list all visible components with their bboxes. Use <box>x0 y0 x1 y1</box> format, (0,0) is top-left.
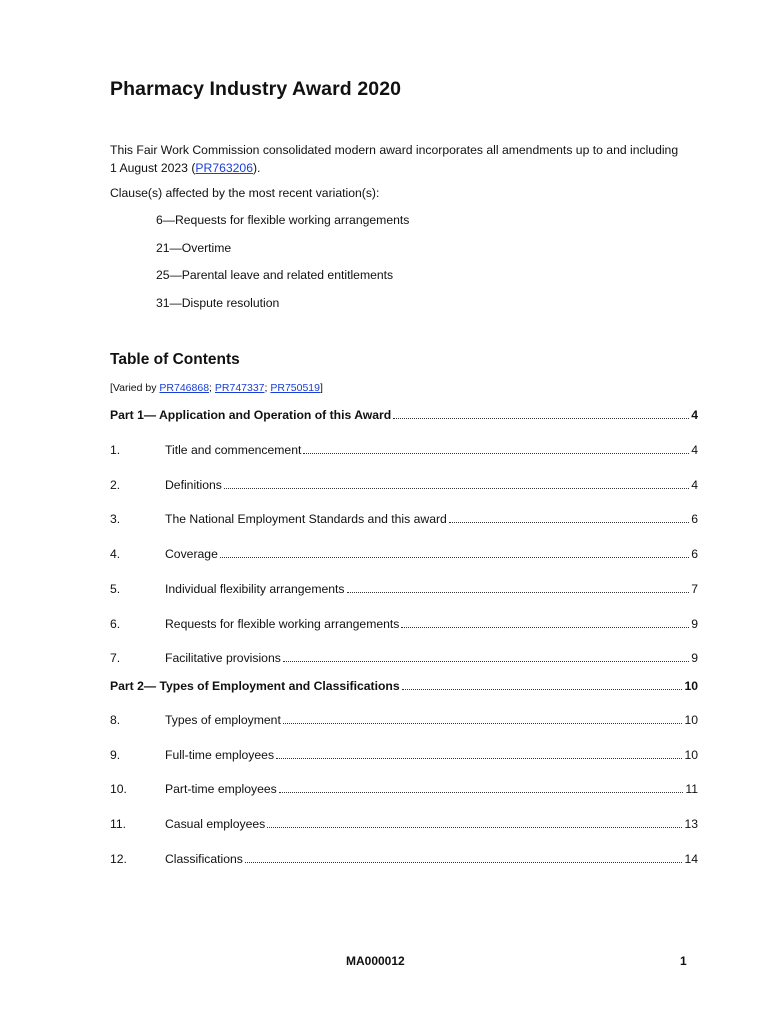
toc-entry-title: Individual flexibility arrangements <box>165 582 345 596</box>
toc-entry-title: Casual employees <box>165 817 266 831</box>
toc-heading: Table of Contents <box>110 351 240 368</box>
toc-entry[interactable] <box>110 748 698 762</box>
toc-leader-dots <box>283 651 689 662</box>
toc-leader-dots <box>401 617 689 628</box>
toc-leader-dots <box>347 582 690 593</box>
toc-leader-dots <box>267 817 682 828</box>
varied-separator: ; <box>264 382 271 394</box>
toc-entry[interactable] <box>110 651 698 665</box>
toc-leader-dots <box>276 748 682 759</box>
toc-leader-dots <box>279 782 684 793</box>
toc-entry[interactable] <box>110 782 698 796</box>
toc-page-number: 13 <box>684 817 698 831</box>
footer-award-code: MA000012 <box>346 954 405 968</box>
toc-entry-number: 8. <box>110 713 121 727</box>
toc-page-number: 10 <box>684 748 698 762</box>
toc-page-number: 9 <box>691 617 698 631</box>
varied-by-note <box>110 382 323 394</box>
toc-entry[interactable] <box>110 852 698 866</box>
toc-entry-number: 3. <box>110 512 121 526</box>
toc-entry-title: Requests for flexible working arrangements <box>165 617 400 631</box>
toc-entry-number: 10. <box>110 782 127 796</box>
toc-entry[interactable] <box>110 478 698 492</box>
toc-part-1[interactable] <box>110 408 698 422</box>
toc-entry[interactable] <box>110 443 698 457</box>
clause-item: 21—Overtime <box>156 241 232 255</box>
toc-page-number: 6 <box>691 512 698 526</box>
toc-entry-number: 5. <box>110 582 121 596</box>
toc-leader-dots <box>245 852 683 863</box>
toc-entry-title: Title and commencement <box>165 443 302 457</box>
clause-item: 31—Dispute resolution <box>156 296 280 310</box>
toc-leader-dots <box>283 713 683 724</box>
varied-separator: ; <box>209 382 215 394</box>
intro-pr-link[interactable]: PR763206 <box>195 161 253 175</box>
toc-page-number: 11 <box>685 782 698 796</box>
toc-leader-dots <box>393 408 689 419</box>
toc-entry-number: 4. <box>110 547 121 561</box>
toc-page-number: 9 <box>691 651 698 665</box>
toc-part-title: Part 2— Types of Employment and Classifications <box>110 679 400 693</box>
toc-entry[interactable] <box>110 617 698 631</box>
varied-suffix: ] <box>319 382 323 394</box>
toc-page-number: 4 <box>691 478 698 492</box>
toc-entry-title: Facilitative provisions <box>165 651 281 665</box>
toc-entry[interactable] <box>110 817 698 831</box>
toc-entry-title: Coverage <box>165 547 218 561</box>
toc-entry[interactable] <box>110 713 698 727</box>
toc-entry-number: 1. <box>110 443 121 457</box>
document-title: Pharmacy Industry Award 2020 <box>110 78 402 100</box>
footer-page-number: 1 <box>680 954 687 968</box>
toc-entry-title: The National Employment Standards and this award <box>165 512 447 526</box>
toc-entry-title: Classifications <box>165 852 243 866</box>
intro-paragraph <box>110 141 680 177</box>
toc-entry-title: Definitions <box>165 478 222 492</box>
toc-leader-dots <box>220 547 689 558</box>
varied-prefix: [Varied by <box>110 382 160 394</box>
toc-page-number: 7 <box>691 582 698 596</box>
toc-page-number: 10 <box>684 713 698 727</box>
toc-page-number: 10 <box>684 679 698 693</box>
toc-part-2[interactable] <box>110 679 698 693</box>
toc-leader-dots <box>402 679 683 690</box>
toc-page-number: 4 <box>691 443 698 457</box>
toc-entry-number: 7. <box>110 651 121 665</box>
toc-part-title: Part 1— Application and Operation of this Award <box>110 408 392 422</box>
toc-leader-dots <box>303 443 689 454</box>
clause-item: 6—Requests for flexible working arrangements <box>156 213 410 227</box>
toc-leader-dots <box>224 478 689 489</box>
toc-entry[interactable] <box>110 547 698 561</box>
toc-entry-number: 11. <box>110 817 127 831</box>
toc-page-number: 4 <box>691 408 698 422</box>
varied-link-1[interactable]: PR746868 <box>159 382 210 394</box>
toc-entry-number: 6. <box>110 617 121 631</box>
toc-entry-title: Full-time employees <box>165 748 275 762</box>
intro-text-end: ). <box>253 161 261 175</box>
toc-entry-number: 2. <box>110 478 121 492</box>
intro-text: This Fair Work Commission consolidated modern award incorporates all amendments up to and including 1 August 2023 ( <box>110 143 679 175</box>
toc-page-number: 6 <box>691 547 698 561</box>
toc-entry[interactable] <box>110 512 698 526</box>
toc-entry-number: 9. <box>110 748 121 762</box>
varied-link-3[interactable]: PR750519 <box>270 382 320 394</box>
toc-entry-title: Types of employment <box>165 713 281 727</box>
toc-entry-number: 12. <box>110 852 127 866</box>
varied-link-2[interactable]: PR747337 <box>214 382 265 394</box>
toc-entry[interactable] <box>110 582 698 596</box>
toc-page-number: 14 <box>684 852 698 866</box>
clause-item: 25—Parental leave and related entitlements <box>156 268 394 282</box>
toc-leader-dots <box>449 512 689 523</box>
clauses-heading: Clause(s) affected by the most recent variation(s): <box>110 186 380 200</box>
toc-entry-title: Part-time employees <box>165 782 277 796</box>
